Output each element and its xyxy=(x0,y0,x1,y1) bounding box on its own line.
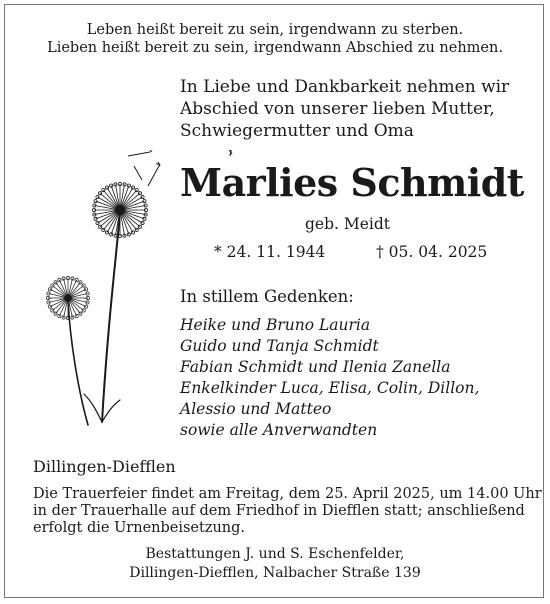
funeral-line: in der Trauerhalle auf dem Friedhof in Diefflen statt; anschließend xyxy=(33,503,525,519)
intro-line-2: Abschied von unserer lieben Mutter, xyxy=(180,99,495,119)
death-date: † 05. 04. 2025 xyxy=(376,243,488,261)
funeral-line: erfolgt die Urnenbeisetzung. xyxy=(33,520,246,536)
intro-line-1: In Liebe und Dankbarkeit nehmen wir xyxy=(180,77,510,97)
mourner-line: Guido und Tanja Schmidt xyxy=(180,337,379,355)
mourner-line: Enkelkinder Luca, Elisa, Colin, Dillon, xyxy=(180,379,480,397)
maiden-name: geb. Meidt xyxy=(305,215,391,233)
dandelion-illustration xyxy=(30,150,275,450)
intro-line-3: Schwiegermutter und Oma xyxy=(180,121,414,141)
mourner-line: Fabian Schmidt und Ilenia Zanella xyxy=(180,358,451,376)
birth-date: * 24. 11. 1944 xyxy=(214,243,326,261)
mourner-line: sowie alle Anverwandten xyxy=(180,421,378,439)
funeral-line: Die Trauerfeier findet am Freitag, dem 25. April 2025, um 14.00 Uhr xyxy=(33,486,542,502)
deceased-name: Marlies Schmidt xyxy=(180,160,524,205)
undertaker-line-1: Bestattungen J. und S. Eschenfelder, xyxy=(145,546,405,562)
mourner-line: Alessio und Matteo xyxy=(180,400,332,418)
undertaker-line-2: Dillingen-Diefflen, Nalbacher Straße 139 xyxy=(129,565,421,581)
mourners-heading: In stillem Gedenken: xyxy=(180,287,354,306)
motto-line-2: Lieben heißt bereit zu sein, irgendwann Abschied zu nehmen. xyxy=(47,40,503,56)
motto-line-1: Leben heißt bereit zu sein, irgendwann zu sterben. xyxy=(86,22,464,38)
place-name: Dillingen-Diefflen xyxy=(33,457,176,476)
mourner-line: Heike und Bruno Lauria xyxy=(180,316,371,334)
